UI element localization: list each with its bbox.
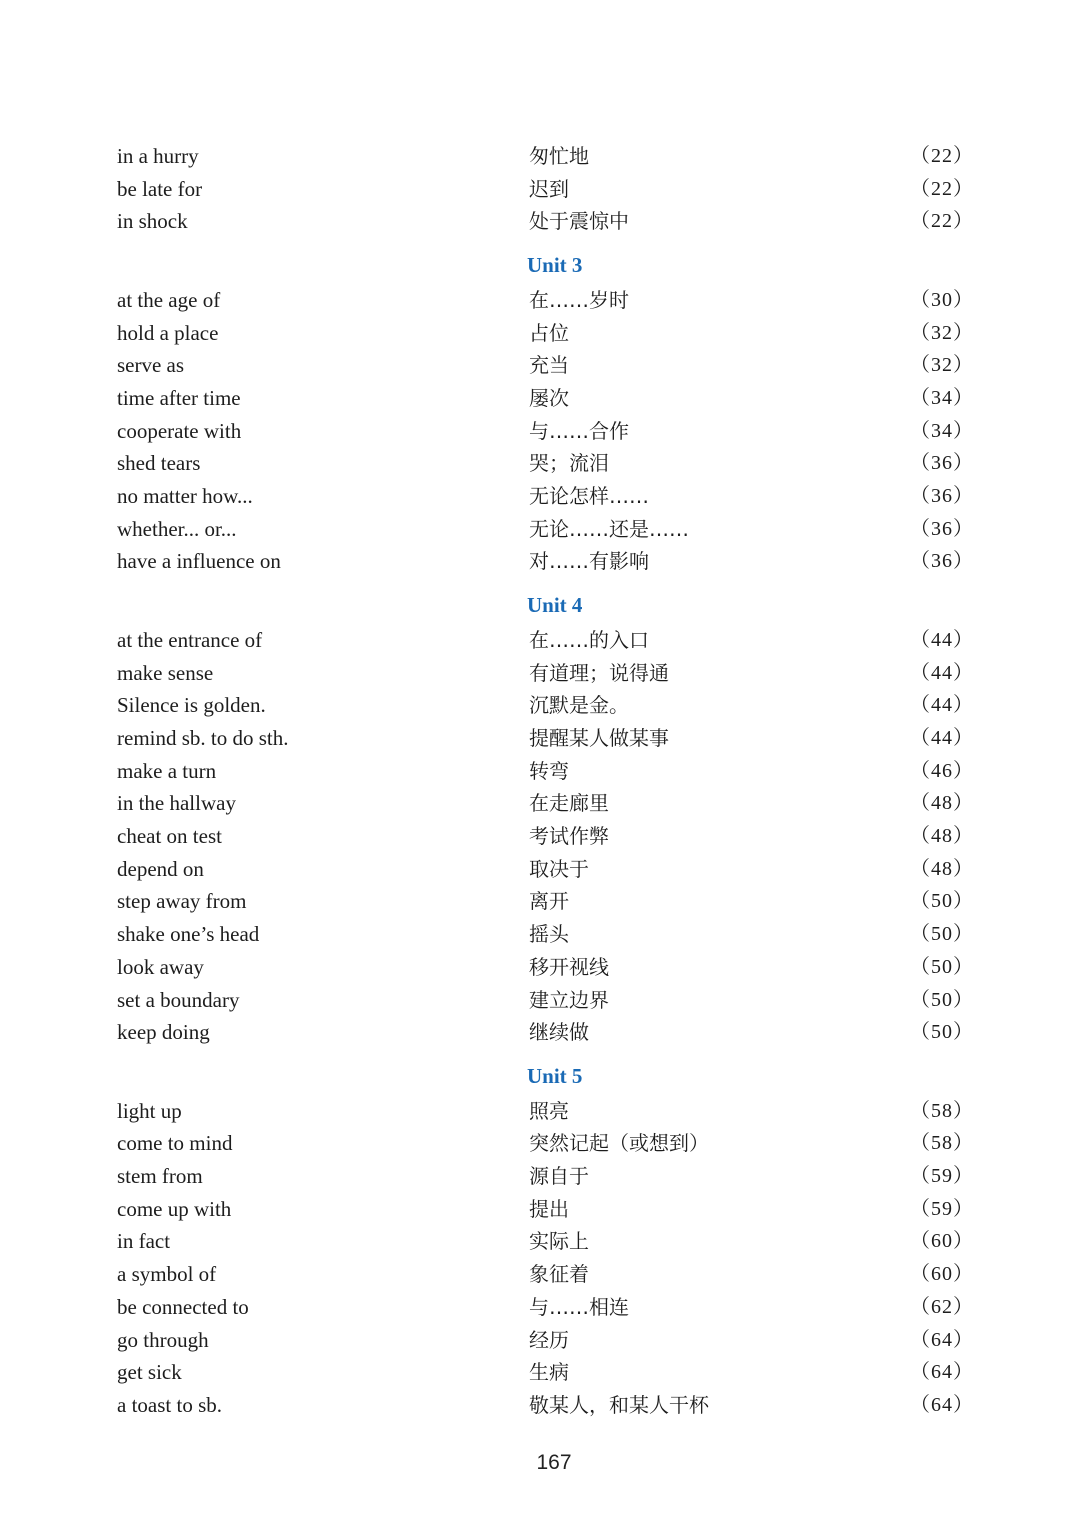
english-phrase: come to mind <box>117 1131 233 1156</box>
page-reference: （34） <box>910 386 974 409</box>
chinese-meaning: 考试作弊 <box>529 824 609 848</box>
vocab-entry <box>0 885 1080 918</box>
chinese-meaning: 屡次 <box>529 385 569 410</box>
chinese-meaning: 建立边界 <box>529 987 609 1012</box>
english-phrase: make sense <box>117 660 214 685</box>
page-reference: （34） <box>910 419 974 442</box>
vocab-entry <box>0 787 1080 820</box>
page-reference: （50） <box>910 890 974 913</box>
page-reference: （64） <box>910 1328 974 1351</box>
english-phrase: no matter how... <box>117 484 253 508</box>
chinese-meaning: 照亮 <box>529 1098 569 1123</box>
vocab-entry <box>0 545 1080 578</box>
page-number: 167 <box>536 1451 572 1474</box>
vocab-entry <box>0 624 1080 657</box>
english-phrase: in shock <box>117 209 188 234</box>
chinese-meaning: 提出 <box>529 1196 569 1221</box>
chinese-meaning: 突然记起（或想到） <box>529 1131 709 1156</box>
page-reference: （62） <box>910 1295 974 1318</box>
vocab-entry <box>0 1095 1080 1128</box>
chinese-meaning: 敬某人，和某人干杯 <box>529 1392 709 1417</box>
english-phrase: cooperate with <box>117 418 242 443</box>
english-phrase: set a boundary <box>117 987 240 1012</box>
chinese-meaning: 在……岁时 <box>529 287 629 312</box>
chinese-meaning: 在走廊里 <box>529 791 609 816</box>
vocab-entry <box>0 1291 1080 1324</box>
page-reference: （48） <box>910 857 974 880</box>
page-reference: （32） <box>910 354 974 377</box>
english-phrase: cheat on test <box>117 824 222 848</box>
english-phrase: come up with <box>117 1196 232 1221</box>
english-phrase: depend on <box>117 856 204 881</box>
english-phrase: shake one’s head <box>117 922 260 947</box>
vocab-entry <box>0 173 1080 206</box>
page-reference: （36） <box>910 550 974 573</box>
vocab-entry <box>0 1324 1080 1357</box>
chinese-meaning: 实际上 <box>529 1229 589 1254</box>
page-reference: （22） <box>910 145 974 167</box>
page-reference: （64） <box>910 1361 974 1384</box>
english-phrase: go through <box>117 1327 209 1352</box>
vocab-entry <box>0 689 1080 722</box>
chinese-meaning: 转弯 <box>529 758 569 783</box>
english-phrase: shed tears <box>117 451 201 476</box>
english-phrase: make a turn <box>117 758 217 783</box>
english-phrase: at the entrance of <box>117 627 263 652</box>
vocab-entry <box>0 984 1080 1017</box>
page-reference: （22） <box>910 177 974 200</box>
page-reference: （59） <box>910 1165 974 1187</box>
english-phrase: be connected to <box>117 1294 249 1319</box>
chinese-meaning: 离开 <box>529 889 569 914</box>
page-reference: （50） <box>910 955 974 978</box>
page-reference: （30） <box>910 288 974 311</box>
vocab-entry <box>0 657 1080 690</box>
chinese-meaning: 匆忙地 <box>529 144 589 168</box>
chinese-meaning: 与……合作 <box>529 418 629 443</box>
page-reference: （44） <box>910 661 974 684</box>
vocab-entry <box>0 513 1080 546</box>
chinese-meaning: 哭；流泪 <box>529 451 609 476</box>
vocab-entry <box>0 447 1080 480</box>
page-reference: （58） <box>910 1132 974 1155</box>
chinese-meaning: 有道理；说得通 <box>529 660 669 685</box>
vocab-entry <box>0 1225 1080 1258</box>
english-phrase: in a hurry <box>117 144 199 168</box>
page-reference: （60） <box>910 1230 974 1253</box>
english-phrase: at the age of <box>117 287 221 312</box>
english-phrase: time after time <box>117 385 241 410</box>
chinese-meaning: 与……相连 <box>529 1294 629 1319</box>
vocab-entry <box>0 1016 1080 1049</box>
vocab-entry <box>0 722 1080 755</box>
page-reference: （50） <box>910 1021 974 1044</box>
chinese-meaning: 取决于 <box>529 856 589 881</box>
english-phrase: whether... or... <box>117 516 237 541</box>
vocab-entry <box>0 317 1080 350</box>
vocab-entry <box>0 918 1080 951</box>
english-phrase: step away from <box>117 889 247 914</box>
vocab-entry <box>0 284 1080 317</box>
page-reference: （64） <box>910 1393 974 1416</box>
page-reference: （32） <box>910 321 974 344</box>
chinese-meaning: 摇头 <box>529 922 569 947</box>
english-phrase: stem from <box>117 1164 203 1188</box>
english-phrase: Silence is golden. <box>117 693 266 718</box>
unit-heading: Unit 3 <box>527 253 583 278</box>
chinese-meaning: 象征着 <box>529 1262 589 1287</box>
unit-heading: Unit 5 <box>527 1063 583 1088</box>
page-reference: （22） <box>910 210 974 233</box>
chinese-meaning: 处于震惊中 <box>529 209 629 234</box>
vocab-entry <box>0 1127 1080 1160</box>
page-reference: （44） <box>910 726 974 749</box>
page-reference: （60） <box>910 1263 974 1286</box>
vocab-entry <box>0 1258 1080 1291</box>
page-reference: （36） <box>910 452 974 475</box>
page-reference: （36） <box>910 485 974 507</box>
english-phrase: get sick <box>117 1360 182 1385</box>
page-reference: （59） <box>910 1197 974 1220</box>
english-phrase: a symbol of <box>117 1262 217 1287</box>
chinese-meaning: 充当 <box>529 353 569 378</box>
vocab-entry <box>0 1193 1080 1226</box>
english-phrase: be late for <box>117 176 203 201</box>
vocab-entry <box>0 1389 1080 1422</box>
vocab-entry <box>0 1160 1080 1193</box>
chinese-meaning: 迟到 <box>529 176 569 201</box>
page-reference: （44） <box>910 628 974 651</box>
english-phrase: serve as <box>117 353 185 378</box>
chinese-meaning: 在……的入口 <box>529 627 649 652</box>
chinese-meaning: 无论怎样…… <box>529 484 649 508</box>
chinese-meaning: 生病 <box>529 1360 569 1385</box>
english-phrase: look away <box>117 954 204 979</box>
vocab-entry <box>0 205 1080 238</box>
chinese-meaning: 占位 <box>529 320 569 345</box>
vocab-entry <box>0 853 1080 886</box>
english-phrase: a toast to sb. <box>117 1392 222 1417</box>
english-phrase: remind sb. to do sth. <box>117 725 289 750</box>
page-reference: （46） <box>910 759 974 782</box>
chinese-meaning: 移开视线 <box>529 954 609 979</box>
english-phrase: have a influence on <box>117 549 281 574</box>
chinese-meaning: 提醒某人做某事 <box>529 725 669 750</box>
vocab-entry <box>0 755 1080 788</box>
chinese-meaning: 经历 <box>529 1327 569 1352</box>
vocab-entry <box>0 1356 1080 1389</box>
page-reference: （36） <box>910 517 974 540</box>
unit-heading: Unit 4 <box>527 593 583 618</box>
chinese-meaning: 源自于 <box>529 1164 589 1188</box>
chinese-meaning: 无论……还是…… <box>529 516 689 541</box>
vocab-entry <box>0 951 1080 984</box>
vocab-entry <box>0 480 1080 513</box>
page-reference: （58） <box>910 1099 974 1122</box>
page-reference: （50） <box>910 923 974 946</box>
english-phrase: hold a place <box>117 320 219 345</box>
chinese-meaning: 沉默是金。 <box>529 693 629 718</box>
english-phrase: in the hallway <box>117 791 236 816</box>
vocab-entry <box>0 382 1080 415</box>
chinese-meaning: 继续做 <box>529 1020 589 1045</box>
english-phrase: keep doing <box>117 1020 210 1045</box>
vocab-entry <box>0 349 1080 382</box>
vocab-entry <box>0 820 1080 853</box>
english-phrase: in fact <box>117 1229 171 1254</box>
chinese-meaning: 对……有影响 <box>529 549 649 574</box>
page-reference: （48） <box>910 792 974 815</box>
page-reference: （44） <box>910 694 974 717</box>
vocab-entry <box>0 415 1080 448</box>
page-reference: （50） <box>910 988 974 1011</box>
page-reference: （48） <box>910 825 974 847</box>
vocab-entry <box>0 140 1080 173</box>
english-phrase: light up <box>117 1098 182 1123</box>
